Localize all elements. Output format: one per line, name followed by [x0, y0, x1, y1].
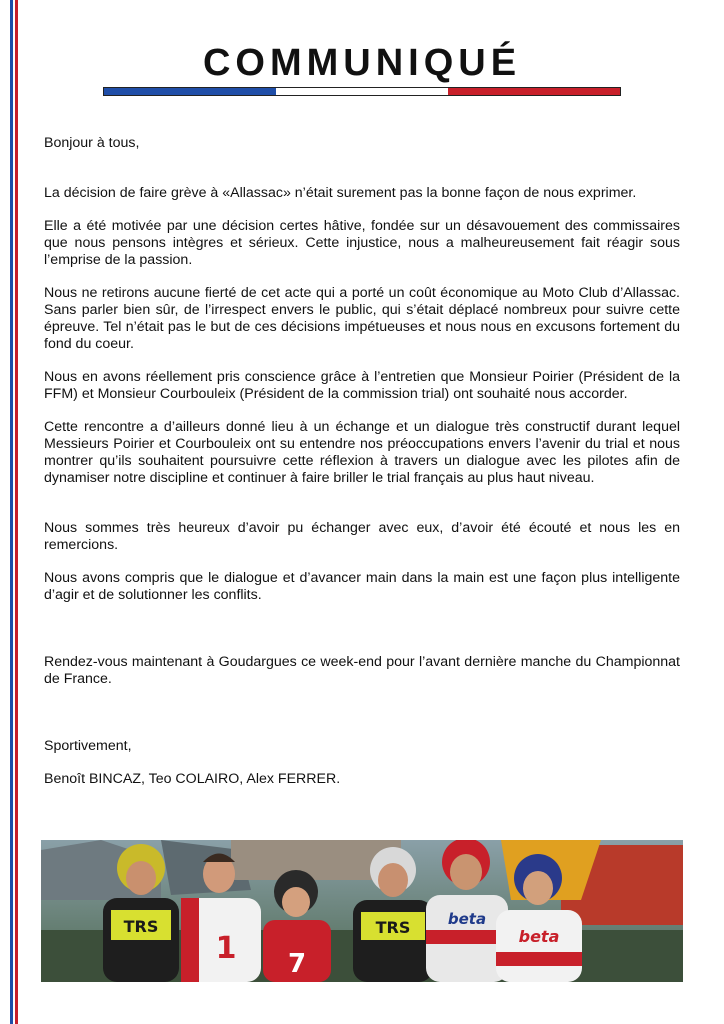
signature: Benoît BINCAZ, Teo COLAIRO, Alex FERRER.: [44, 771, 341, 787]
jersey-label-6: beta: [518, 927, 560, 946]
greeting: Bonjour à tous,: [44, 135, 140, 151]
riders-group-photo: [41, 840, 683, 982]
jersey-label-1: TRS: [123, 917, 159, 936]
paragraph-3: Nous ne retirons aucune fierté de cet acte qui a porté un coût économique au Moto Club d’Allassac. Sans parler bien sûr, de l’irrespect envers le public, qui s’était déplacé nombreux pour suivre cette épreuve. Tel n’était pas le but de ces décisions impétueuses et nous nous en excusons fortement du fond du coeur.: [44, 285, 680, 352]
page-title: COMMUNIQUÉ: [202, 42, 522, 84]
closing: Sportivement,: [44, 738, 132, 754]
paragraph-7: Nous avons compris que le dialogue et d’avancer main dans la main est une façon plus intelligente d’agir et de solutionner les conflits.: [44, 570, 680, 603]
page-edge-blue-stripe: [10, 0, 13, 1024]
riders-photo-illustration: [41, 840, 683, 982]
tricolor-blue-band: [104, 88, 276, 95]
paragraph-2: Elle a été motivée par une décision certes hâtive, fondée sur un désavouement des commissaires que nous pensons intègres et sérieux. Cette injustice, nous a malheureusement fait réagir sous l’emprise de la passion.: [44, 218, 680, 268]
paragraph-5: Cette rencontre a d’ailleurs donné lieu à un échange et un dialogue très constructif durant lequel Messieurs Poirier et Courbouleix ont su entendre nos préoccupations envers l’avenir du trial et nous montrer qu’ils souhaitent poursuivre cette réflexion à travers un dialogue avec les pilotes afin de dynamiser notre discipline et continuer à faire briller le trial français au plus haut niveau.: [44, 419, 680, 486]
paragraph-8: Rendez-vous maintenant à Goudargues ce week-end pour l’avant dernière manche du Championnat de France.: [44, 654, 680, 687]
jersey-label-3: 7: [287, 949, 307, 979]
tricolor-red-band: [448, 88, 620, 95]
jersey-label-2: 1: [215, 931, 237, 966]
paragraph-6: Nous sommes très heureux d’avoir pu échanger avec eux, d’avoir été écouté et nous les en remercions.: [44, 520, 680, 553]
paragraph-4: Nous en avons réellement pris conscience grâce à l’entretien que Monsieur Poirier (Président de la FFM) et Monsieur Courbouleix (Président de la commission trial) ont souhaité nous accorder.: [44, 369, 680, 402]
jersey-label-5: beta: [447, 910, 487, 928]
paragraph-1: La décision de faire grève à «Allassac» n’était surement pas la bonne façon de nous exprimer.: [44, 185, 637, 201]
jersey-label-4: TRS: [375, 918, 411, 937]
tricolor-white-band: [276, 88, 448, 95]
tricolor-underline: [103, 87, 621, 96]
letter-body: [44, 135, 680, 788]
page-edge-red-stripe: [15, 0, 18, 1024]
